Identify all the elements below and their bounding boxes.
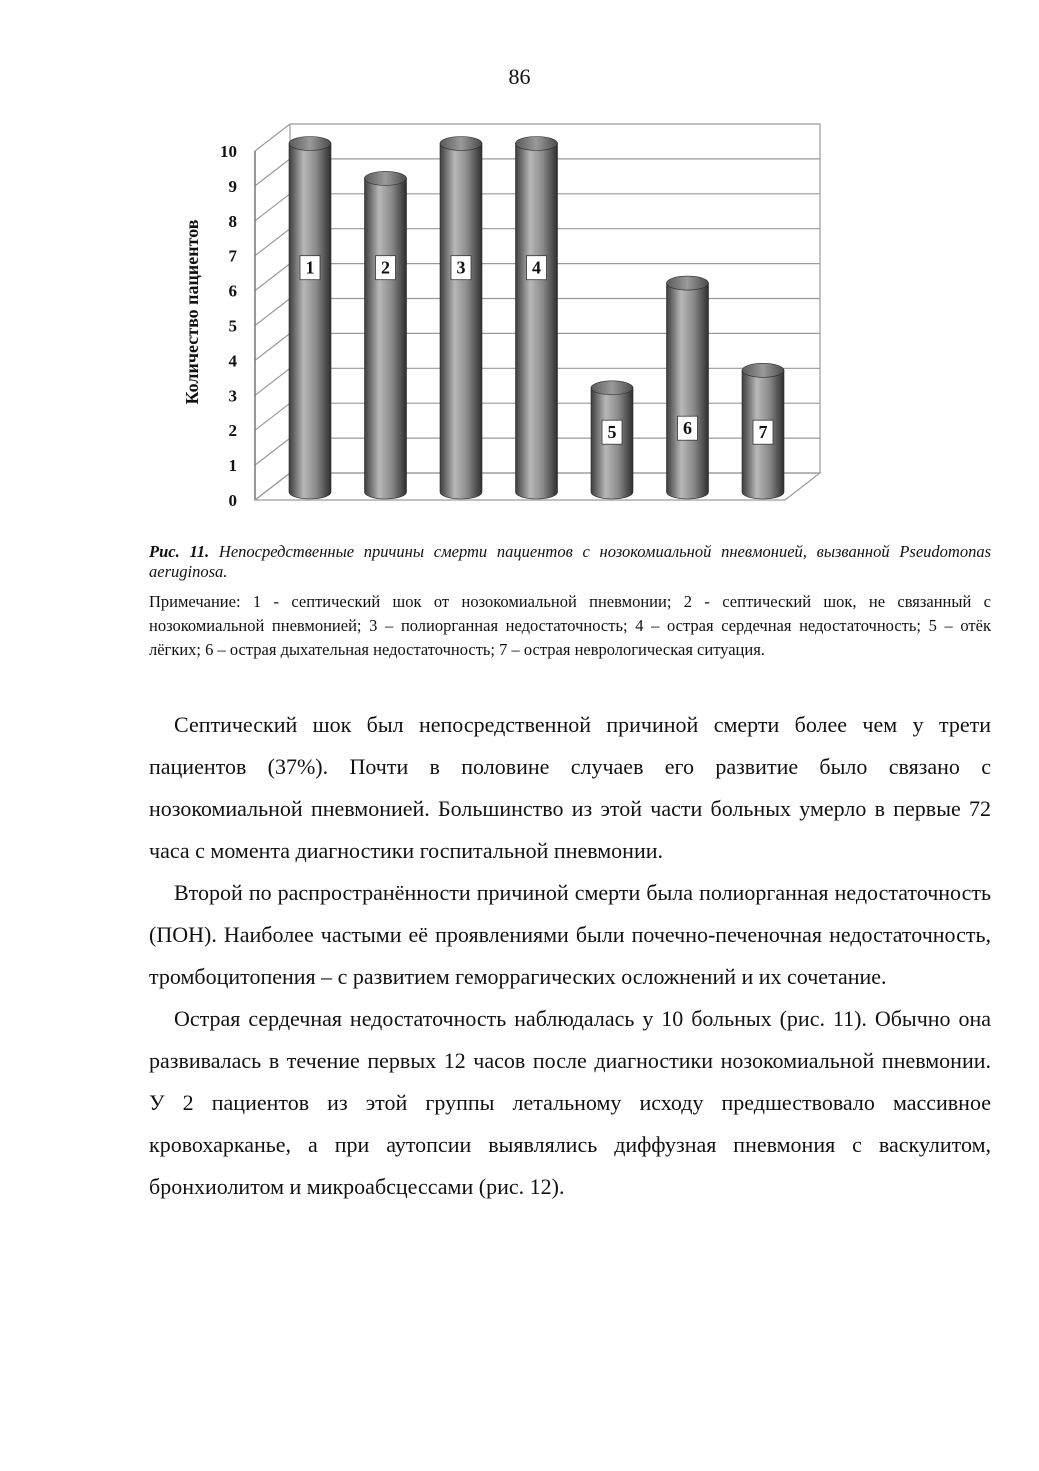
bar-top — [667, 276, 709, 290]
chart-bars — [289, 137, 784, 500]
bar-label: 3 — [456, 257, 466, 278]
bar-top — [289, 137, 331, 151]
y-tick-label: 6 — [228, 281, 237, 301]
gridline-depth — [255, 124, 290, 151]
bar-6 — [667, 276, 709, 499]
bar-top — [591, 381, 633, 395]
y-tick-label: 1 — [228, 456, 237, 476]
y-tick-label: 2 — [228, 421, 237, 441]
figure-note: Примечание: 1 - септический шок от нозокомиальной пневмонии; 2 - септический шок, не связанный с нозокомиальной пневмонией; 3 – полиорганная недостаточность; 4 – острая сердечная недостаточность; 5 – отёк лёгких; 6 – острая дыхательная недостаточность; 7 – острая неврологическая ситуация. — [149, 592, 991, 659]
y-tick-label: 9 — [228, 176, 237, 196]
y-tick-label: 8 — [228, 211, 237, 231]
bar-4 — [516, 137, 558, 500]
gridline-depth — [255, 194, 290, 221]
bar-label: 6 — [683, 418, 692, 439]
figure-label: Рис. 11. — [149, 542, 210, 561]
paragraph: Второй по распространённости причиной смерти была полиорганная недостаточность (ПОН). Наиболее частыми её проявлениями были почечно-печеночная недостаточность, тромбоцитопения – с развитием геморрагических осложнений и их сочетание. — [149, 880, 991, 989]
gridline-depth — [255, 333, 290, 360]
gridline-depth — [255, 159, 290, 186]
bar-1 — [289, 137, 331, 500]
bar-top — [440, 137, 482, 151]
paragraph: Септический шок был непосредственной причиной смерти более чем у трети пациентов (37%). Почти в половине случаев его развитие было связано с нозокомиальной пневмонией. Большинство из этой части больных умерло в первые 72 часа с момента диагностики госпитальной пневмонии. — [149, 712, 991, 863]
bar-top — [365, 171, 407, 185]
bar-body — [440, 144, 482, 500]
gridline-depth — [255, 368, 290, 395]
bar-body — [365, 178, 407, 499]
gridline-depth — [255, 264, 290, 291]
y-tick-label: 3 — [228, 386, 237, 406]
bar-body — [667, 283, 709, 499]
body-text — [149, 704, 991, 1208]
y-axis-title: Количество пациентов — [182, 219, 202, 405]
y-tick-label: 4 — [228, 351, 237, 371]
bar-label: 5 — [607, 422, 617, 443]
bar-label: 4 — [532, 257, 541, 278]
y-tick-label: 7 — [228, 246, 237, 266]
bar-3 — [440, 137, 482, 500]
bar-label: 1 — [305, 257, 315, 278]
bar-body — [516, 144, 558, 500]
page-number: 86 — [508, 64, 531, 89]
y-tick-label: 5 — [228, 316, 237, 336]
bar-2 — [365, 171, 407, 499]
figure-description: Непосредственные причины смерти пациентов с нозокомиальной пневмонией, вызванной Pseudomonas aeruginosa. — [149, 542, 991, 581]
paragraph: Острая сердечная недостаточность наблюдалась у 10 больных (рис. 11). Обычно она развивалась в течение первых 12 часов после диагностики нозокомиальной пневмонии. У 2 пациентов из этой группы летальному исходу предшествовало массивное кровохарканье, а при аутопсии выявлялись диффузная пневмония с васкулитом, бронхиолитом и микроабсцессами (рис. 12). — [149, 1006, 991, 1199]
gridline-depth — [255, 403, 290, 430]
bar-top — [516, 137, 558, 151]
gridline-depth — [255, 438, 290, 465]
bar-body — [289, 144, 331, 500]
gridline-depth — [255, 229, 290, 256]
figure-caption — [149, 542, 991, 582]
bar-label: 2 — [381, 257, 390, 278]
y-tick-label: 10 — [220, 142, 237, 161]
bar-label: 7 — [758, 422, 768, 443]
bar-chart — [170, 118, 840, 518]
bar-top — [742, 363, 784, 377]
y-tick-label: 0 — [228, 491, 237, 510]
gridline-depth — [255, 299, 290, 326]
